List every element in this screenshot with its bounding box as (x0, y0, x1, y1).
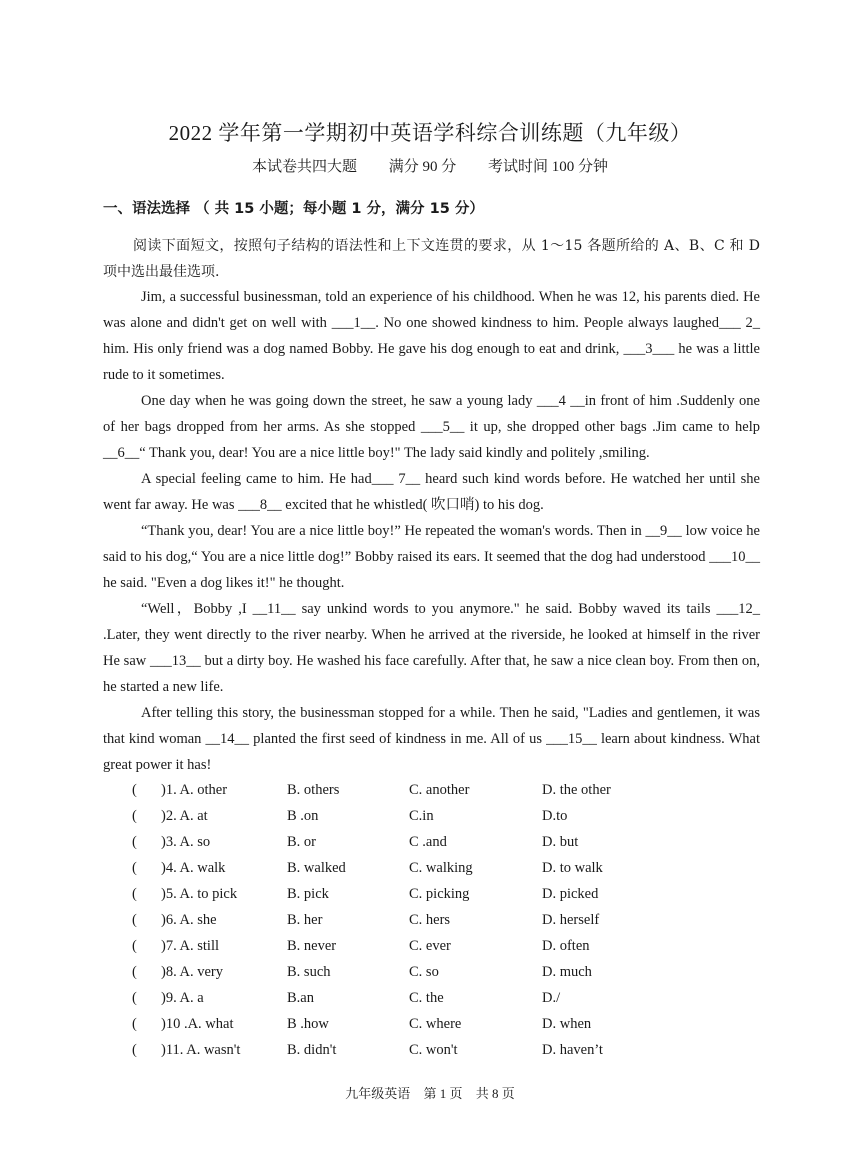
option-c: C. hers (409, 912, 451, 928)
answer-blank: ( (132, 1016, 137, 1032)
option-b: B. others (287, 782, 340, 798)
options-list (132, 777, 772, 1063)
passage-paragraph: One day when he was going down the street, he saw a young lady ___4 __in front of him .Suddenly one of her bags dropped from her arms. As she stopped ___5__ it up, she dropped other bags .Jim came to help __6__“ Thank you, dear! You are a nice little boy!" The lady said kindly and politely ,smiling. (103, 393, 760, 461)
exam-info-score: 满分 90 分 (388, 159, 457, 175)
option-d: D. herself (542, 912, 600, 928)
option-c: C .and (409, 834, 447, 850)
option-c: C. where (409, 1016, 462, 1032)
option-a: )9. A. a (161, 990, 204, 1006)
option-b: B. or (287, 834, 316, 850)
option-c: C. so (409, 964, 439, 980)
answer-blank: ( (132, 964, 137, 980)
option-d: D. haven’t (542, 1042, 603, 1058)
passage-paragraph: “Well，Bobby ,I __11__ say unkind words to you anymore." he said. Bobby waved its tails ___12_ .Later, they went directly to the river nearby. When he arrived at the riverside, he looked at himself in the river He saw ___13__ but a dirty boy. He washed his face carefully. After that, he saw a nice clean boy. From then on, he started a new life. (103, 601, 760, 695)
option-row (132, 1011, 772, 1037)
option-a: )4. A. walk (161, 860, 226, 876)
option-row (132, 1037, 772, 1063)
option-b: B.an (287, 990, 314, 1006)
option-row (132, 881, 772, 907)
option-c: C. another (409, 782, 470, 798)
option-row (132, 959, 772, 985)
option-a: )10 .A. what (161, 1016, 234, 1032)
option-b: B .how (287, 1016, 329, 1032)
option-a: )11. A. wasn't (161, 1042, 241, 1058)
option-a: )3. A. so (161, 834, 211, 850)
option-b: B. her (287, 912, 323, 928)
footer-page-number: 第 1 页 (423, 1086, 463, 1101)
option-c: C. the (409, 990, 444, 1006)
option-c: C. won't (409, 1042, 458, 1058)
option-c: C. ever (409, 938, 451, 954)
option-b: B. never (287, 938, 337, 954)
option-row (132, 985, 772, 1011)
reading-passage (103, 284, 760, 778)
option-d: D. often (542, 938, 590, 954)
answer-blank: ( (132, 834, 137, 850)
page-footer (0, 1083, 860, 1102)
option-d: D. much (542, 964, 592, 980)
option-c: C. walking (409, 860, 473, 876)
option-a: )5. A. to pick (161, 886, 238, 902)
option-d: D.to (542, 808, 568, 824)
option-a: )6. A. she (161, 912, 217, 928)
footer-subject: 九年级英语 (345, 1086, 411, 1101)
exam-info-sections: 本试卷共四大题 (251, 159, 357, 175)
exam-info-time: 考试时间 100 分钟 (488, 159, 609, 175)
option-b: B. didn't (287, 1042, 337, 1058)
option-d: D. to walk (542, 860, 603, 876)
option-row (132, 933, 772, 959)
passage-paragraph: A special feeling came to him. He had___ 7__ heard such kind words before. He watched her until she went far away. He was ___8__ excited that he whistled( 吹口哨) to his dog. (103, 471, 760, 513)
option-d: D. the other (542, 782, 611, 798)
passage-paragraph: “Thank you, dear! You are a nice little boy!” He repeated the woman's words. Then in __9__ low voice he said to his dog,“ You are a nice little dog!” Bobby raised its ears. It seemed that the dog had understood ___10__ he said. "Even a dog likes it!" he thought. (103, 523, 760, 591)
exam-info (0, 155, 860, 176)
option-a: )8. A. very (161, 964, 224, 980)
answer-blank: ( (132, 938, 137, 954)
option-d: D. when (542, 1016, 592, 1032)
option-a: )2. A. at (161, 808, 208, 824)
answer-blank: ( (132, 990, 137, 1006)
page-title: 2022 学年第一学期初中英语学科综合训练题（九年级） (168, 121, 692, 145)
option-row (132, 855, 772, 881)
answer-blank: ( (132, 1042, 137, 1058)
answer-blank: ( (132, 782, 137, 798)
option-a: )7. A. still (161, 938, 220, 954)
option-d: D./ (542, 990, 561, 1006)
option-b: B. such (287, 964, 331, 980)
option-a: )1. A. other (161, 782, 228, 798)
option-d: D. picked (542, 886, 599, 902)
passage-paragraph: Jim, a successful businessman, told an experience of his childhood. When he was 12, his parents died. He was alone and didn't get on well with ___1__. No one showed kindness to him. People always laughed___ 2_ him. His only friend was a dog named Bobby. He gave his dog enough to eat and drink, ___3___ he was a little rude to it sometimes. (103, 289, 760, 383)
answer-blank: ( (132, 912, 137, 928)
answer-blank: ( (132, 886, 137, 902)
option-d: D. but (542, 834, 579, 850)
option-b: B. walked (287, 860, 346, 876)
answer-blank: ( (132, 860, 137, 876)
answer-blank: ( (132, 808, 137, 824)
section-heading: 一、语法选择 （ 共 15 小题；每小题 1 分，满分 15 分） (103, 201, 484, 217)
option-row (132, 829, 772, 855)
option-c: C.in (409, 808, 434, 824)
passage-paragraph: After telling this story, the businessman stopped for a while. Then he said, "Ladies and gentlemen, it was that kind woman __14__ planted the first seed of kindness in me. All of us ___15__ learn about kindness. What great power it has! (103, 705, 760, 773)
option-b: B. pick (287, 886, 329, 902)
option-c: C. picking (409, 886, 470, 902)
option-row (132, 777, 772, 803)
option-b: B .on (287, 808, 319, 824)
option-row (132, 803, 772, 829)
footer-page-total: 共 8 页 (475, 1086, 515, 1101)
section-instruction: 阅读下面短文，按照句子结构的语法性和上下文连贯的要求，从 1～15 各题所给的 A、B、C 和 D 项中选出最佳选项. (103, 238, 760, 280)
option-row (132, 907, 772, 933)
